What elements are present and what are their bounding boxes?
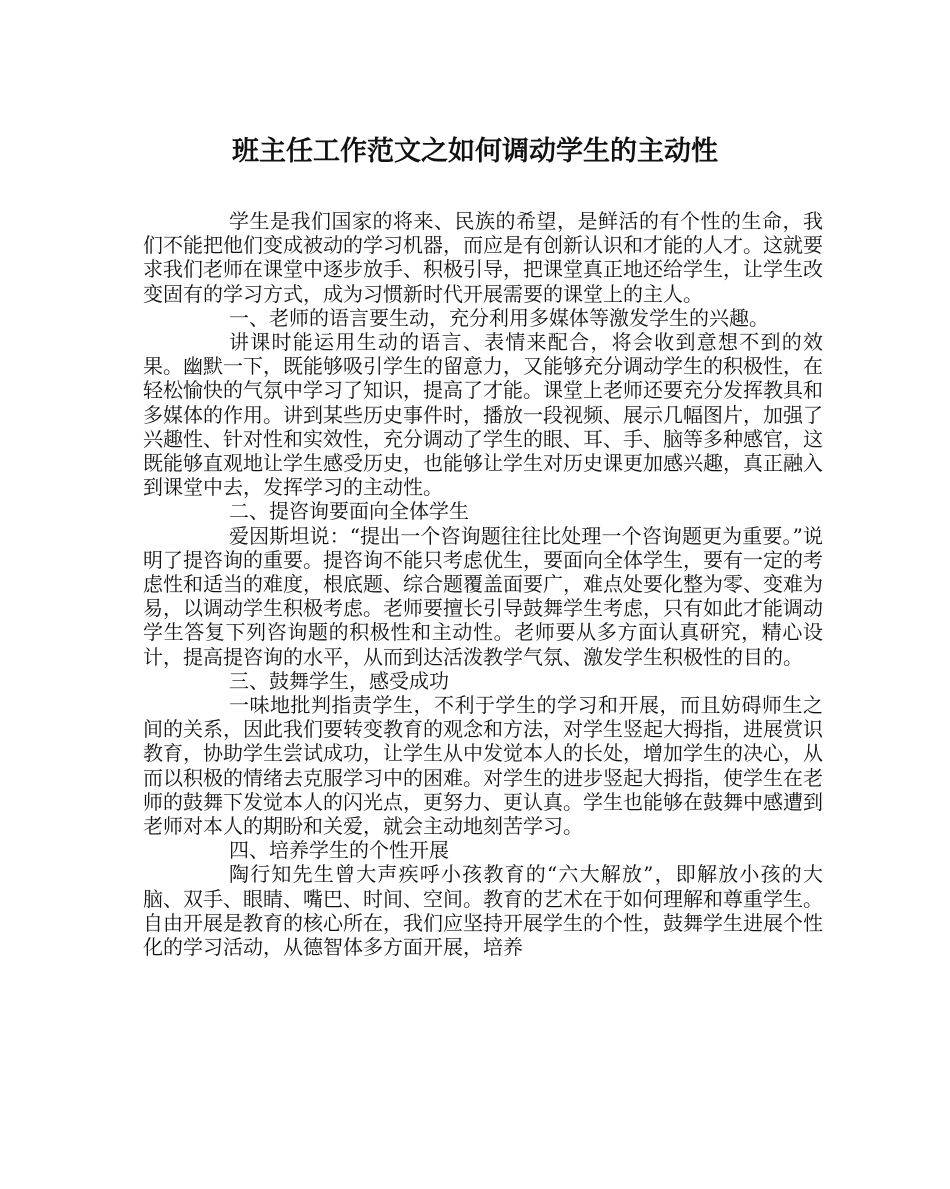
intro-paragraph: 学生是我们国家的将来、民族的希望，是鲜活的有个性的生命，我们不能把他们变成被动的学习机器，而应是有创新认识和才能的人才。这就要求我们老师在课堂中逐步放手、积极引导，把课堂真正地还给学生，让学生改变固有的学习方式，成为习惯新时代开展需要的课堂上的主人。: [143, 209, 823, 306]
section-heading-4: 四、培养学生的个性开展: [229, 838, 449, 863]
document-body: [143, 209, 823, 959]
section-heading-2: 二、提咨询要面向全体学生: [229, 499, 469, 524]
document-title: 班主任工作范文之如何调动学生的主动性: [232, 136, 718, 167]
section-paragraph-2: 爱因斯坦说：“提出一个咨询题往往比处理一个咨询题更为重要。”说明了提咨询的重要。提咨询不能只考虑优生，要面向全体学生，要有一定的考虑性和适当的难度，根底题、综合题覆盖面要广，难点处要化整为零、变难为易，以调动学生积极考虑。老师要擅长引导鼓舞学生考虑，只有如此才能调动学生答复下列咨询题的积极性和主动性。老师要从多方面认真研究，精心设计，提高提咨询的水平，从而到达活泼教学气氛、激发学生积极性的目的。: [143, 523, 823, 669]
section-paragraph-1: 讲课时能运用生动的语言、表情来配合，将会收到意想不到的效果。幽默一下，既能够吸引学生的留意力，又能够充分调动学生的积极性，在轻松愉快的气氛中学习了知识，提高了才能。课堂上老师还要充分发挥教具和多媒体的作用。讲到某些历史事件时，播放一段视频、展示几幅图片，加强了兴趣性、针对性和实效性，充分调动了学生的眼、耳、手、脑等多种感官，这既能够直观地让学生感受历史，也能够让学生对历史课更加感兴趣，真正融入到课堂中去，发挥学习的主动性。: [143, 330, 823, 500]
section-paragraph-4: 陶行知先生曾大声疾呼小孩教育的“六大解放”，即解放小孩的大脑、双手、眼睛、嘴巴、时间、空间。教育的艺术在于如何理解和尊重学生。自由开展是教育的核心所在，我们应坚持开展学生的个性，鼓舞学生进展个性化的学习活动，从德智体多方面开展，培养: [143, 862, 823, 960]
section-heading-1: 一、老师的语言要生动，充分利用多媒体等激发学生的兴趣。: [229, 305, 769, 330]
section-paragraph-3: 一味地批判指责学生，不利于学生的学习和开展，而且妨碍师生之间的关系，因此我们要转变教育的观念和方法，对学生竖起大拇指，进展赏识教育，协助学生尝试成功，让学生从中发觉本人的长处，增加学生的决心，从而以积极的情绪去克服学习中的困难。对学生的进步竖起大拇指，使学生在老师的鼓舞下发觉本人的闪光点，更努力、更认真。学生也能够在鼓舞中感遭到老师对本人的期盼和关爱，就会主动地刻苦学习。: [143, 693, 823, 839]
section-heading-3: 三、鼓舞学生，感受成功: [229, 668, 449, 693]
